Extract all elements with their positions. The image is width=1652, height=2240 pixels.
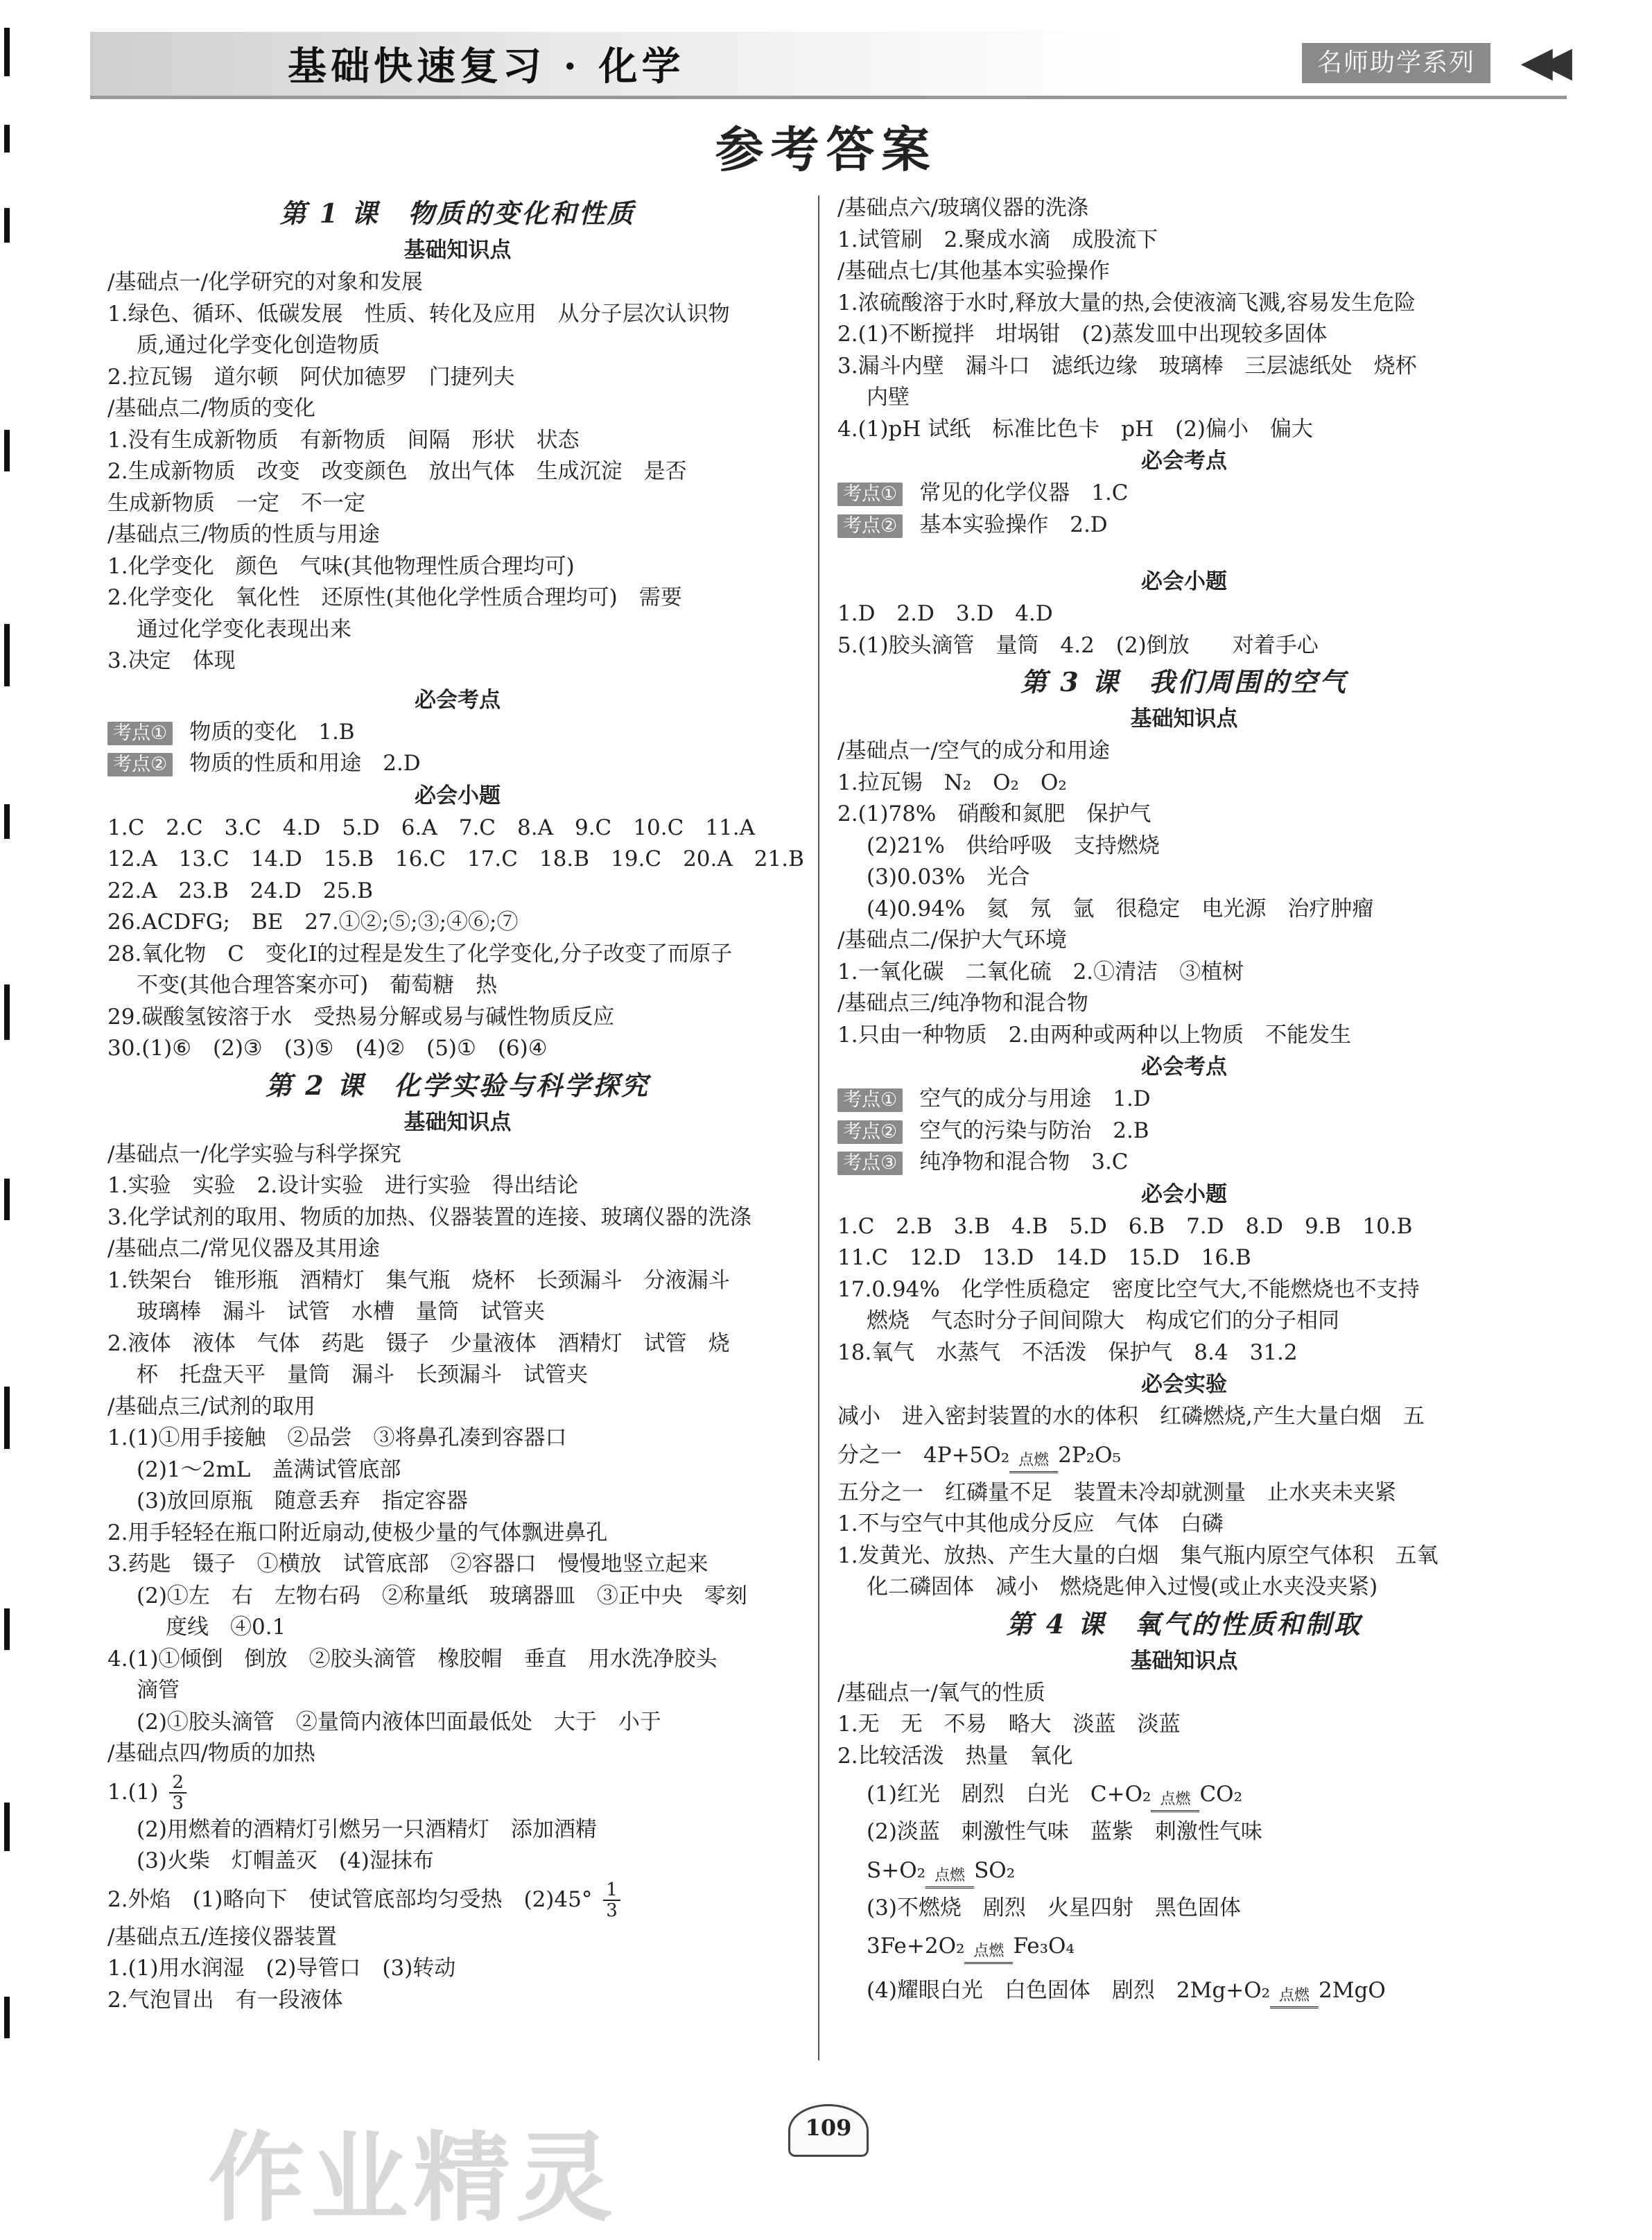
- text-fragment: 2.外焰 (1)略向下 使试管底部均匀受热 (2)45°: [107, 1886, 593, 1912]
- text-line: 5.(1)胶头滴管 量筒 4.2 (2)倒放 对着手心: [837, 632, 1319, 658]
- header-rule: [90, 96, 1567, 99]
- text-line: 1.铁架台 锥形瓶 酒精灯 集气瓶 烧杯 长颈漏斗 分液漏斗: [107, 1267, 730, 1293]
- text-line: 26.ACDFG; BE 27.①②;⑤;③;④⑥;⑦: [107, 910, 519, 935]
- exam-point: [837, 1115, 1531, 1147]
- reaction-condition: [1270, 1988, 1319, 2008]
- text-line: 2.比较活泼 热量 氧化: [837, 1743, 1073, 1769]
- text-line: 度线 ④0.1: [166, 1615, 286, 1640]
- text-line: 1.拉瓦锡 N₂ O₂ O₂: [837, 770, 1067, 795]
- text-line: 不变(其他合理答案亦可) 葡萄糖 热: [137, 973, 498, 998]
- text-line: 29.碳酸氢铵溶于水 受热易分解或易与碱性物质反应: [107, 1004, 615, 1030]
- page-title: 参考答案: [715, 121, 937, 178]
- text-line: 生成新物质 一定 不一定: [107, 490, 365, 516]
- text-line-fraction: [107, 1770, 808, 1814]
- text-line: 燃烧 气态时分子间间隙大 构成它们的分子相同: [867, 1308, 1339, 1333]
- text-line: 2.液体 液体 气体 药匙 镊子 少量液体 酒精灯 试管 烧: [107, 1330, 730, 1356]
- text-line: /基础点七/其他基本实验操作: [837, 259, 1110, 284]
- text-line: 1.D 2.D 3.D 4.D: [837, 601, 1053, 626]
- reaction-condition: [964, 1944, 1013, 1964]
- left-column: [107, 193, 808, 2016]
- section-heading: 必会小题: [415, 783, 501, 808]
- text-line: 1.C 2.C 3.C 4.D 5.D 6.A 7.C 8.A 9.C 10.C 11.A: [107, 815, 755, 840]
- reaction-condition: [925, 1868, 974, 1889]
- text-fragment: 3Fe+2O₂: [867, 1934, 965, 1959]
- text-line: (2)21% 供给呼吸 支持燃烧: [867, 833, 1160, 858]
- exam-badge: 考点①: [837, 1088, 903, 1112]
- text-fragment: 分之一 4P+5O₂: [837, 1442, 1010, 1468]
- exam-text: 常见的化学仪器 1.C: [919, 480, 1129, 505]
- text-line: (2)用燃着的酒精灯引燃另一只酒精灯 添加酒精: [137, 1816, 597, 1842]
- text-line: 2.拉瓦锡 道尔顿 阿伏加德罗 门捷列夫: [107, 364, 515, 390]
- equals-arrow: [1270, 2004, 1319, 2008]
- exam-text: 物质的变化 1.B: [189, 719, 355, 745]
- text-line: /基础点二/物质的变化: [107, 396, 315, 421]
- equation-line: [837, 1848, 1531, 1893]
- text-line: 质,通过化学变化创造物质: [137, 333, 380, 358]
- text-line: 18.氧气 水蒸气 不活泼 保护气 8.4 31.2: [837, 1339, 1298, 1365]
- section-heading: 必会小题: [1141, 1181, 1227, 1207]
- text-line: /基础点三/物质的性质与用途: [107, 522, 380, 547]
- text-line: (2)1～2mL 盖满试管底部: [137, 1457, 401, 1482]
- condition-label: 点燃: [1160, 1791, 1191, 1808]
- exam-point: [107, 748, 808, 780]
- text-fragment: 2P₂O₅: [1058, 1442, 1121, 1468]
- text-line: 1.不与空气中其他成分反应 气体 白磷: [837, 1511, 1224, 1536]
- numerator: 2: [169, 1773, 186, 1794]
- reaction-condition: [1009, 1453, 1058, 1473]
- text-line: /基础点一/化学研究的对象和发展: [107, 270, 423, 295]
- text-line: 1.发黄光、放热、产生大量的白烟 集气瓶内原空气体积 五氧: [837, 1543, 1438, 1568]
- section-heading: 必会考点: [415, 687, 501, 713]
- lesson-2-title: 第 2 课 化学实验与科学探究: [266, 1069, 650, 1101]
- text-fragment: 2MgO: [1319, 1978, 1386, 2003]
- equals-arrow: [1009, 1468, 1058, 1473]
- text-line: (2)淡蓝 刺激性气味 蓝紫 刺激性气味: [867, 1819, 1262, 1844]
- exam-text: 基本实验操作 2.D: [919, 512, 1108, 537]
- text-fragment: (4)耀眼白光 白色固体 剧烈 2Mg+O₂: [867, 1978, 1271, 2003]
- lesson-4-title: 第 4 课 氧气的性质和制取: [1006, 1608, 1362, 1640]
- section-heading: 必会实验: [1141, 1372, 1227, 1397]
- text-line: /基础点一/化学实验与科学探究: [107, 1141, 401, 1167]
- text-line-fraction: [107, 1877, 808, 1922]
- text-line: 1.试管刷 2.聚成水滴 成股流下: [837, 227, 1158, 252]
- text-fragment: Fe₃O₄: [1013, 1934, 1075, 1959]
- condition-label: 点燃: [934, 1866, 966, 1884]
- text-fragment: CO₂: [1199, 1782, 1243, 1807]
- exam-badge: 考点②: [837, 1120, 903, 1144]
- text-line: 化二磷固体 减小 燃烧匙伸入过慢(或止水夹没夹紧): [867, 1574, 1378, 1599]
- text-line: 30.(1)⑥ (2)③ (3)⑤ (4)② (5)① (6)④: [107, 1036, 548, 1061]
- text-line: /基础点六/玻璃仪器的洗涤: [837, 196, 1088, 220]
- page-header: [90, 32, 1567, 96]
- fraction: [603, 1880, 620, 1920]
- text-line: 内壁: [867, 385, 910, 410]
- page-number: 109: [788, 2104, 869, 2157]
- text-line: (3)放回原瓶 随意丢弃 指定容器: [137, 1488, 468, 1513]
- exam-point: [107, 717, 808, 749]
- section-heading: 必会小题: [1141, 569, 1227, 594]
- header-title: 基础快速复习 · 化学: [288, 44, 685, 89]
- text-line: 4.(1)①倾倒 倒放 ②胶头滴管 橡胶帽 垂直 用水洗净胶头: [107, 1646, 718, 1672]
- text-line: 2.(1)78% 硝酸和氮肥 保护气: [837, 801, 1151, 826]
- exam-point: [837, 1084, 1531, 1115]
- text-line: 2.气泡冒出 有一段液体: [107, 1987, 343, 2013]
- condition-label: 点燃: [973, 1943, 1005, 1960]
- text-line: 1.没有生成新物质 有新物质 间隔 形状 状态: [107, 427, 580, 453]
- right-column: [837, 193, 1531, 2013]
- text-line: 11.C 12.D 13.D 14.D 15.D 16.B: [837, 1245, 1251, 1270]
- exam-badge: 考点②: [107, 753, 173, 776]
- condition-label: 点燃: [1279, 1987, 1310, 2004]
- text-line: 杯 托盘天平 量筒 漏斗 长颈漏斗 试管夹: [137, 1362, 588, 1387]
- exam-point: [837, 510, 1531, 541]
- text-line: 17.0.94% 化学性质稳定 密度比空气大,不能燃烧也不支持: [837, 1276, 1420, 1302]
- text-line: (3)火柴 灯帽盖灭 (4)湿抹布: [137, 1848, 434, 1873]
- text-fragment: (1)红光 剧烈 白光 C+O₂: [867, 1782, 1151, 1807]
- text-line: 3.决定 体现: [107, 648, 236, 673]
- text-line: 1.C 2.B 3.B 4.B 5.D 6.B 7.D 8.D 9.B 10.B: [837, 1213, 1413, 1239]
- text-fragment: 1.(1): [107, 1779, 159, 1805]
- text-line: (3)不燃烧 剧烈 火星四射 黑色固体: [867, 1895, 1241, 1920]
- text-line: 1.浓硫酸溶于水时,释放大量的热,会使液滴飞溅,容易发生危险: [837, 290, 1416, 315]
- exam-badge: 考点②: [837, 514, 903, 538]
- numerator: 1: [603, 1880, 620, 1901]
- text-line: 2.用手轻轻在瓶口附近扇动,使极少量的气体飘进鼻孔: [107, 1520, 608, 1545]
- condition-label: 点燃: [1018, 1451, 1050, 1469]
- text-line: /基础点一/空气的成分和用途: [837, 738, 1110, 763]
- lesson-3-title: 第 3 课 我们周围的空气: [1020, 666, 1348, 697]
- text-line: /基础点四/物质的加热: [107, 1741, 315, 1766]
- text-line: /基础点三/纯净物和混合物: [837, 991, 1088, 1016]
- text-line: 3.化学试剂的取用、物质的加热、仪器装置的连接、玻璃仪器的洗涤: [107, 1204, 751, 1230]
- equation-line: [837, 1772, 1531, 1816]
- text-line: 1.只由一种物质 2.由两种或两种以上物质 不能发生: [837, 1022, 1352, 1048]
- equation-line: [837, 1924, 1531, 1968]
- section-heading: 基础知识点: [1130, 706, 1238, 731]
- text-line: 1.(1)用水润湿 (2)导管口 (3)转动: [107, 1956, 456, 1981]
- text-line: 1.(1)①用手接触 ②品尝 ③将鼻孔凑到容器口: [107, 1425, 567, 1450]
- text-line: 2.(1)不断搅拌 坩埚钳 (2)蒸发皿中出现较多固体: [837, 322, 1328, 347]
- denominator: 3: [172, 1793, 184, 1814]
- text-line: 1.绿色、循环、低碳发展 性质、转化及应用 从分子层次认识物: [107, 301, 730, 327]
- section-heading: 必会考点: [1141, 449, 1227, 474]
- section-heading: 基础知识点: [403, 1109, 512, 1135]
- text-line: 1.实验 实验 2.设计实验 进行实验 得出结论: [107, 1173, 579, 1198]
- text-line: 3.漏斗内壁 漏斗口 滤纸边缘 玻璃棒 三层滤纸处 烧杯: [837, 353, 1417, 379]
- text-line: 1.一氧化碳 二氧化硫 2.①清洁 ③植树: [837, 959, 1244, 984]
- double-arrow-left-icon: ◀◀: [1520, 37, 1560, 86]
- section-heading: 基础知识点: [403, 238, 512, 263]
- text-line: /基础点五/连接仪器装置: [107, 1924, 337, 1950]
- series-badge: 名师助学系列: [1302, 43, 1490, 83]
- watermark: 作业精灵: [208, 2122, 619, 2235]
- text-line: /基础点一/氧气的性质: [837, 1680, 1045, 1705]
- text-fragment: SO₂: [974, 1857, 1016, 1883]
- binding-edge: [0, 0, 15, 2209]
- exam-badge: 考点①: [837, 483, 903, 506]
- equals-arrow: [964, 1959, 1013, 1964]
- equals-arrow: [1151, 1807, 1199, 1812]
- text-line: 4.(1)pH 试纸 标准比色卡 pH (2)偏小 偏大: [837, 416, 1314, 442]
- text-line: 3.药匙 镊子 ①横放 试管底部 ②容器口 慢慢地竖立起来: [107, 1552, 708, 1577]
- text-line: 通过化学变化表现出来: [137, 616, 351, 642]
- text-line: 滴管: [137, 1678, 180, 1703]
- text-line: (2)①左 右 左物右码 ②称量纸 玻璃器皿 ③正中央 零刻: [137, 1583, 747, 1608]
- text-line: (2)①胶头滴管 ②量筒内液体凹面最低处 大于 小于: [137, 1709, 661, 1735]
- text-line: /基础点二/常见仪器及其用途: [107, 1236, 380, 1261]
- text-fragment: S+O₂: [867, 1857, 926, 1883]
- text-line: (4)0.94% 氦 氖 氩 很稳定 电光源 治疗肿瘤: [867, 896, 1374, 921]
- exam-point: [837, 478, 1531, 510]
- equals-arrow: [925, 1884, 974, 1889]
- text-line: 28.氧化物 C 变化Ⅰ的过程是发生了化学变化,分子改变了而原子: [107, 941, 733, 966]
- equation-line: [837, 1968, 1531, 2013]
- text-line: (3)0.03% 光合: [867, 865, 1030, 889]
- exam-text: 空气的污染与防治 2.B: [919, 1118, 1149, 1143]
- text-line: 1.化学变化 颜色 气味(其他物理性质合理均可): [107, 553, 575, 579]
- lesson-1-title: 第 1 课 物质的变化和性质: [279, 198, 636, 229]
- text-line: 五分之一 红磷量不足 装置未冷却就测量 止水夹未夹紧: [837, 1479, 1396, 1505]
- text-line: 2.化学变化 氧化性 还原性(其他化学性质合理均可) 需要: [107, 585, 682, 610]
- text-line: /基础点三/试剂的取用: [107, 1394, 315, 1419]
- exam-text: 空气的成分与用途 1.D: [919, 1086, 1151, 1111]
- column-divider: [818, 196, 819, 2060]
- text-line: 减小 进入密封装置的水的体积 红磷燃烧,产生大量白烟 五: [837, 1404, 1425, 1429]
- fraction: [169, 1773, 186, 1813]
- exam-badge: 考点①: [107, 722, 173, 745]
- section-heading: 必会考点: [1141, 1054, 1227, 1079]
- exam-badge: 考点③: [837, 1152, 903, 1175]
- text-line: 1.无 无 不易 略大 淡蓝 淡蓝: [837, 1712, 1181, 1737]
- text-line: 22.A 23.B 24.D 25.B: [107, 878, 374, 903]
- denominator: 3: [606, 1900, 618, 1921]
- exam-point: [837, 1147, 1531, 1179]
- text-line: /基础点二/保护大气环境: [837, 928, 1067, 953]
- section-heading: 基础知识点: [1130, 1648, 1238, 1674]
- text-line: 12.A 13.C 14.D 15.B 16.C 17.C 18.B 19.C 20.A 21.B: [107, 846, 804, 871]
- exam-text: 纯净物和混合物 3.C: [919, 1149, 1129, 1174]
- equation-line: [837, 1433, 1531, 1477]
- text-line: 2.生成新物质 改变 改变颜色 放出气体 生成沉淀 是否: [107, 459, 687, 484]
- reaction-condition: [1151, 1792, 1199, 1812]
- text-line: 玻璃棒 漏斗 试管 水槽 量筒 试管夹: [137, 1299, 545, 1324]
- exam-text: 物质的性质和用途 2.D: [189, 751, 421, 776]
